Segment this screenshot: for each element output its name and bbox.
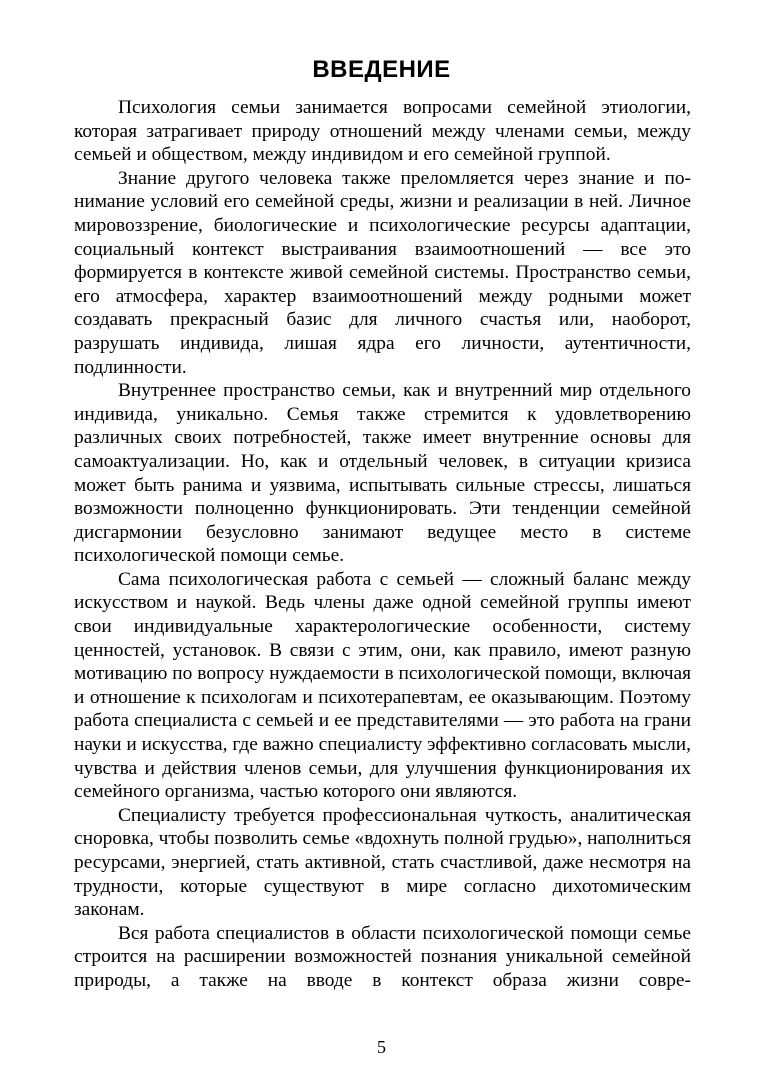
- chapter-heading: ВВЕДЕНИЕ: [312, 56, 451, 83]
- chapter-body: [74, 96, 691, 993]
- paragraph-6: Вся работа специалистов в области психологической помощи семье строится на расширении возможностей познания уникальной семейной природы, а также на вводе в контекст образа жизни совре-: [74, 922, 691, 991]
- page-number: 5: [377, 1037, 386, 1057]
- paragraph-1: Психология семьи занимается вопросами семейной этиологии, которая затрагивает природу отношений между членами семьи, между семьей и обществом, между индивидом и его семейной группой.: [74, 97, 691, 166]
- paragraph-2: Знание другого человека также преломляется через знание и понимание условий его семейной среды, жизни и реализации в ней. Личное мировоззрение, биологические и психологические ресурсы адаптации, социальный контекст выстраивания взаимоотношений — все это формируется в контексте живой семейной системы. Пространство семьи, его атмосфера, характер взаимоотношений между родными может создавать прекрасный базис для личного счастья или, наоборот, разрушать индивида, лишая ядра его личности, аутентичности, подлинности.: [74, 167, 691, 378]
- paragraph-5: Специалисту требуется профессиональная чуткость, аналитическая сноровка, чтобы позволить семье «вдохнуть полной грудью», наполниться ресурсами, энергией, стать активной, стать счастливой, даже несмотря на трудности, которые существуют в мире согласно дихотомическим законам.: [74, 804, 691, 921]
- paragraph-3: Внутреннее пространство семьи, как и внутренний мир отдельного индивида, уникально. Семья также стремится к удовлетворению различных своих потребностей, также имеет внутренние основы для самоактуализации. Но, как и отдельный человек, в ситуации кризиса может быть ранима и уязвима, испытывать сильные стрессы, лишаться возможности полноценно функционировать. Эти тенденции семейной дисгармонии безусловно занимают ведущее место в системе психологической помощи семье.: [74, 380, 691, 567]
- paragraph-4: Сама психологическая работа с семьей — сложный баланс между искусством и наукой. Ведь члены даже одной семейной группы имеют свои индивидуальные характерологические особенности, систему ценностей, установок. В связи с этим, они, как правило, имеют разную мотивацию по вопросу нуждаемости в психологической помощи, включая и отношение к психологам и психотерапевтам, ее оказывающим. Поэтому работа специалиста с семьей и ее представителями — это работа на грани науки и искусства, где важно специалисту эффективно согласовать мысли, чувства и действия членов семьи, для улучшения функционирования их семейного организма, частью которого они являются.: [74, 568, 691, 803]
